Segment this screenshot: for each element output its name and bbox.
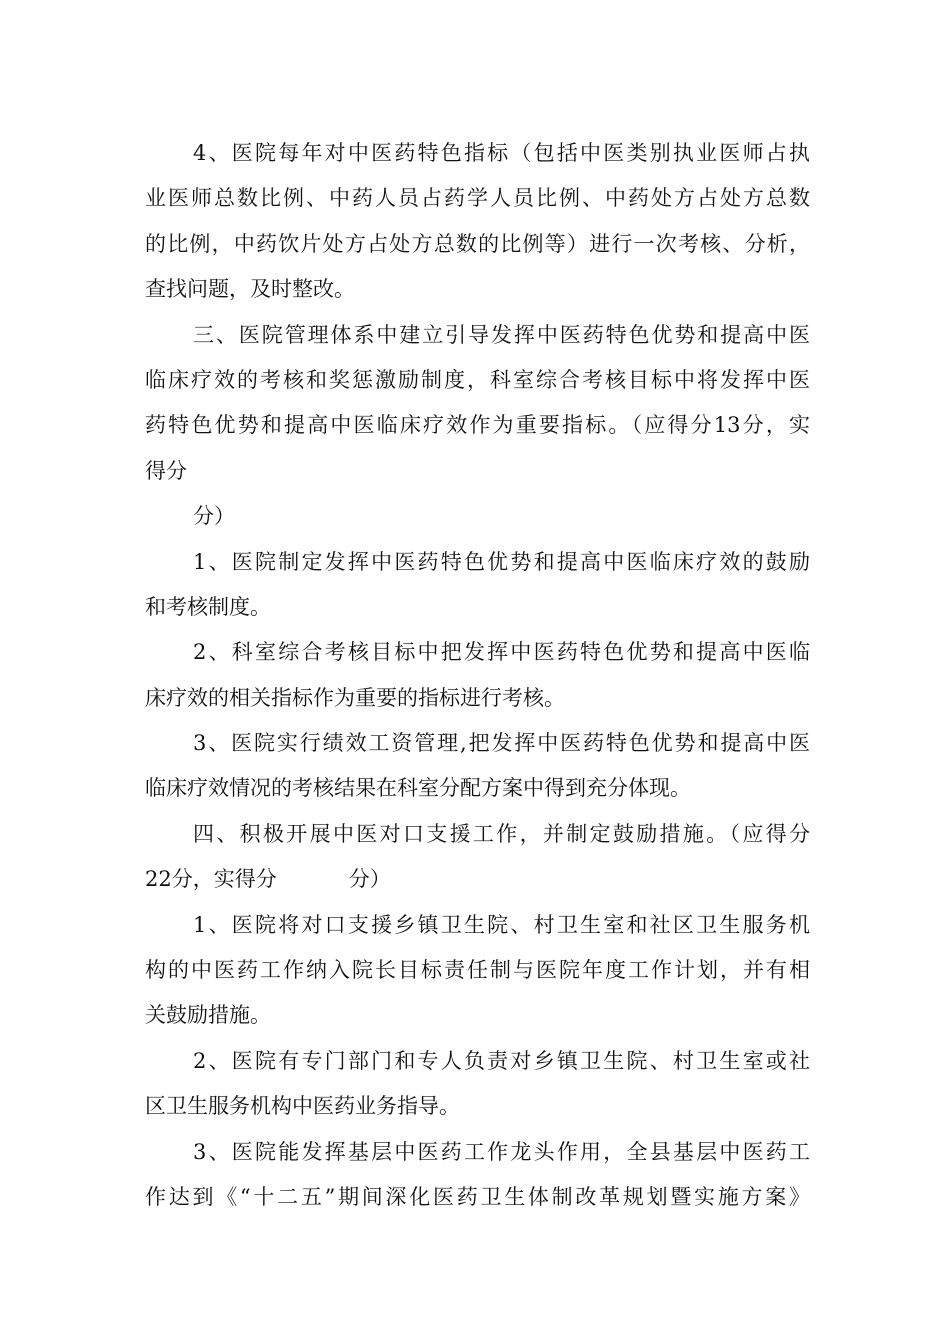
- s3-item-3-line-1: 3、医院实行绩效工资管理,把发挥中医药特色优势和提高中医: [193, 731, 810, 756]
- s4-item-1-line-3: 关鼓励措施。: [145, 1003, 271, 1028]
- s4-item-3-line-1: 3、医院能发挥基层中医药工作龙头作用，全县基层中医药工: [193, 1139, 810, 1164]
- section-4-score-text: 22分，实得分: [145, 867, 277, 892]
- section-3-line-5: 分）: [193, 504, 235, 529]
- item-4-line-4: 查找问题，及时整改。: [145, 277, 355, 302]
- s4-item-1-line-2: 构的中医药工作纳入院长目标责任制与医院年度工作计划，并有相: [145, 958, 810, 983]
- s4-item-2-line-2: 区卫生服务机构中医药业务指导。: [145, 1094, 460, 1119]
- section-4-line-1: 四、积极开展中医对口支援工作，并制定鼓励措施。（应得分: [193, 821, 810, 846]
- s3-item-1-line-2: 和考核制度。: [145, 594, 271, 619]
- section-3-line-4: 得分: [145, 458, 187, 483]
- section-4-line-2: [145, 857, 810, 902]
- section-4-score-end: 分）: [348, 867, 391, 892]
- s3-item-2-line-2: 床疗效的相关指标作为重要的指标进行考核。: [145, 685, 565, 710]
- item-4-line-1: 4、医院每年对中医药特色指标（包括中医类别执业医师占执: [193, 141, 810, 165]
- s4-item-1-line-1: 1、医院将对口支援乡镇卫生院、村卫生室和社区卫生服务机: [193, 912, 810, 937]
- item-4-line-2: 业医师总数比例、中药人员占药学人员比例、中药处方占处方总数: [145, 186, 810, 211]
- s3-item-2-line-1: 2、科室综合考核目标中把发挥中医药特色优势和提高中医临: [193, 640, 810, 665]
- s4-item-2-line-1: 2、医院有专门部门和专人负责对乡镇卫生院、村卫生室或社: [193, 1048, 810, 1073]
- item-4-line-3: 的比例，中药饮片处方占处方总数的比例等）进行一次考核、分析，: [145, 231, 810, 256]
- document-body: [145, 131, 810, 1220]
- section-3-line-1: 三、医院管理体系中建立引导发挥中医药特色优势和提高中医: [193, 322, 810, 347]
- s4-item-3-line-2: 作达到《“十二五”期间深化医药卫生体制改革规划暨实施方案》: [145, 1184, 810, 1209]
- section-3-line-3: 药特色优势和提高中医临床疗效作为重要指标。（应得分13分，实: [145, 413, 810, 438]
- s3-item-3-line-2: 临床疗效情况的考核结果在科室分配方案中得到充分体现。: [145, 776, 691, 801]
- section-3-line-2: 临床疗效的考核和奖惩激励制度，科室综合考核目标中将发挥中医: [145, 367, 810, 392]
- s3-item-1-line-1: 1、医院制定发挥中医药特色优势和提高中医临床疗效的鼓励: [193, 549, 810, 574]
